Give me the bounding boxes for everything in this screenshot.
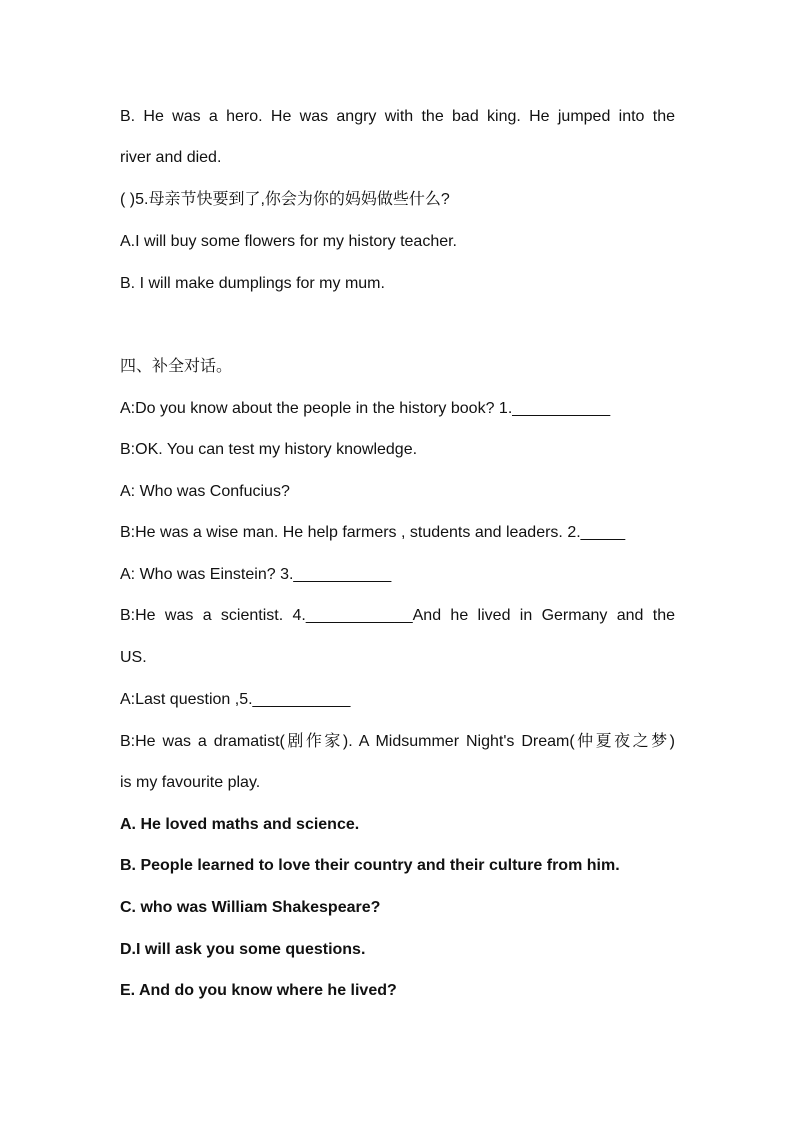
dialogue-line: A: Who was Confucius? [120,483,290,500]
dialogue-line: US. [120,649,147,666]
dialogue-line: is my favourite play. [120,774,261,791]
dialogue-line: A: Who was Einstein? 3.___________ [120,566,392,583]
dialogue-line: B:He was a dramatist(剧作家). A Midsummer Night's Dream(仲夏夜之梦) [120,733,675,750]
question-5-option-a: A.I will buy some flowers for my history teacher. [120,233,457,250]
section-4-heading: 四、补全对话。 [120,358,233,375]
answer-option: E. And do you know where he lived? [120,982,397,999]
answer-option: C. who was William Shakespeare? [120,899,381,916]
answer-option: B. People learned to love their country and their culture from him. [120,857,620,874]
dialogue-line: B:OK. You can test my history knowledge. [120,441,418,458]
dialogue-line: A:Do you know about the people in the history book? 1.___________ [120,400,611,417]
dialogue-line: B:He was a scientist. 4.____________And he lived in Germany and the [120,607,675,624]
q4-option-b-line1: B. He was a hero. He was angry with the bad king. He jumped into the [120,108,675,125]
q4-option-b-line2: river and died. [120,149,222,166]
dialogue-line: A:Last question ,5.___________ [120,691,351,708]
answer-option: D.I will ask you some questions. [120,941,366,958]
question-5-stem: ( )5.母亲节快要到了,你会为你的妈妈做些什么? [120,191,450,208]
answer-option: A. He loved maths and science. [120,816,360,833]
dialogue-line: B:He was a wise man. He help farmers , students and leaders. 2._____ [120,524,626,541]
question-5-option-b: B. I will make dumplings for my mum. [120,275,385,292]
